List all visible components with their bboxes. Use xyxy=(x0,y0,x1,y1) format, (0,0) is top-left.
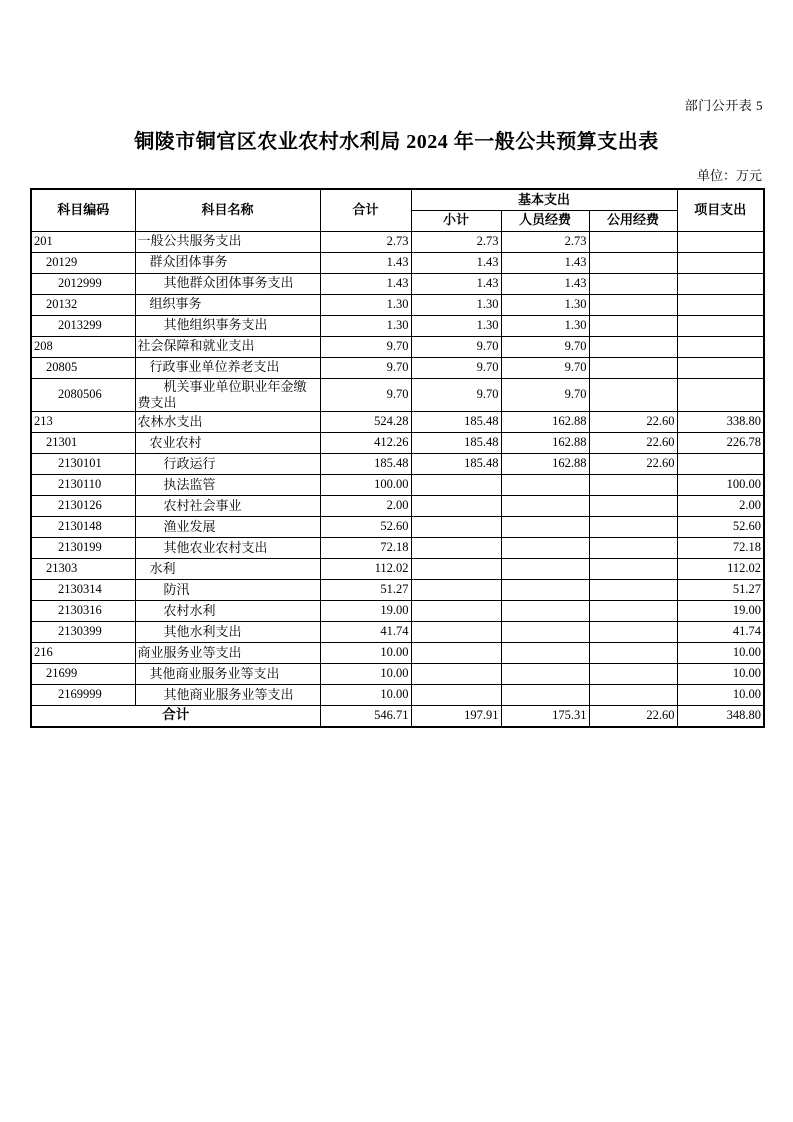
public-cell xyxy=(589,538,677,559)
grand-total-row xyxy=(31,706,764,727)
table-row xyxy=(31,454,764,475)
subtotal-cell xyxy=(411,475,501,496)
project-cell: 226.78 xyxy=(677,433,764,454)
total-cell: 9.70 xyxy=(320,336,411,357)
col-header-code: 科目编码 xyxy=(31,189,135,231)
grand-total-label: 合计 xyxy=(31,706,320,727)
subtotal-cell: 9.70 xyxy=(411,336,501,357)
code-cell: 2130314 xyxy=(31,580,135,601)
personnel-cell xyxy=(501,664,589,685)
code-cell: 2130101 xyxy=(31,454,135,475)
subtotal-cell: 185.48 xyxy=(411,412,501,433)
table-row xyxy=(31,252,764,273)
name-cell: 群众团体事务 xyxy=(135,252,320,273)
table-row xyxy=(31,336,764,357)
personnel-cell: 162.88 xyxy=(501,412,589,433)
name-cell: 农业农村 xyxy=(135,433,320,454)
code-cell: 21303 xyxy=(31,559,135,580)
table-row xyxy=(31,538,764,559)
subtotal-cell xyxy=(411,538,501,559)
code-cell: 2130110 xyxy=(31,475,135,496)
total-cell: 52.60 xyxy=(320,517,411,538)
public-cell xyxy=(589,231,677,252)
name-cell: 其他群众团体事务支出 xyxy=(135,273,320,294)
public-cell xyxy=(589,315,677,336)
project-cell xyxy=(677,454,764,475)
table-row xyxy=(31,315,764,336)
subtotal-cell: 1.43 xyxy=(411,273,501,294)
table-row xyxy=(31,273,764,294)
code-cell: 2130316 xyxy=(31,601,135,622)
name-cell: 商业服务业等支出 xyxy=(135,643,320,664)
code-cell: 2013299 xyxy=(31,315,135,336)
subtotal-cell xyxy=(411,664,501,685)
project-cell xyxy=(677,336,764,357)
grand-total-personnel-cell: 175.31 xyxy=(501,706,589,727)
name-cell: 其他商业服务业等支出 xyxy=(135,685,320,706)
subtotal-cell xyxy=(411,496,501,517)
total-cell: 9.70 xyxy=(320,378,411,412)
personnel-cell: 162.88 xyxy=(501,454,589,475)
public-cell xyxy=(589,664,677,685)
personnel-cell xyxy=(501,517,589,538)
public-cell xyxy=(589,294,677,315)
code-cell: 201 xyxy=(31,231,135,252)
total-cell: 9.70 xyxy=(320,357,411,378)
budget-table xyxy=(30,188,765,728)
code-cell: 2080506 xyxy=(31,378,135,412)
subtotal-cell xyxy=(411,559,501,580)
personnel-cell xyxy=(501,601,589,622)
project-cell: 72.18 xyxy=(677,538,764,559)
public-cell: 22.60 xyxy=(589,412,677,433)
subtotal-cell: 9.70 xyxy=(411,357,501,378)
total-cell: 1.30 xyxy=(320,315,411,336)
total-cell: 1.30 xyxy=(320,294,411,315)
public-cell xyxy=(589,273,677,294)
code-cell: 20805 xyxy=(31,357,135,378)
table-row xyxy=(31,378,764,412)
name-cell: 组织事务 xyxy=(135,294,320,315)
name-cell: 农林水支出 xyxy=(135,412,320,433)
project-cell xyxy=(677,315,764,336)
name-cell: 执法监管 xyxy=(135,475,320,496)
name-cell: 机关事业单位职业年金缴费支出 xyxy=(135,378,320,412)
name-cell: 行政运行 xyxy=(135,454,320,475)
subtotal-cell xyxy=(411,643,501,664)
code-cell: 208 xyxy=(31,336,135,357)
grand-total-project-cell: 348.80 xyxy=(677,706,764,727)
code-cell: 20132 xyxy=(31,294,135,315)
total-cell: 72.18 xyxy=(320,538,411,559)
col-header-name: 科目名称 xyxy=(135,189,320,231)
doc-label: 部门公开表 5 xyxy=(684,98,763,113)
project-cell xyxy=(677,231,764,252)
total-cell: 19.00 xyxy=(320,601,411,622)
project-cell: 10.00 xyxy=(677,664,764,685)
code-cell: 213 xyxy=(31,412,135,433)
code-cell: 2130199 xyxy=(31,538,135,559)
name-cell: 水利 xyxy=(135,559,320,580)
col-header-public: 公用经费 xyxy=(589,210,677,231)
code-cell: 20129 xyxy=(31,252,135,273)
personnel-cell xyxy=(501,496,589,517)
total-cell: 41.74 xyxy=(320,622,411,643)
project-cell: 10.00 xyxy=(677,643,764,664)
total-cell: 1.43 xyxy=(320,273,411,294)
project-cell xyxy=(677,252,764,273)
personnel-cell: 1.43 xyxy=(501,252,589,273)
total-cell: 185.48 xyxy=(320,454,411,475)
unit-note: 单位：万元 xyxy=(696,168,762,183)
personnel-cell xyxy=(501,559,589,580)
total-cell: 524.28 xyxy=(320,412,411,433)
table-row xyxy=(31,496,764,517)
public-cell: 22.60 xyxy=(589,433,677,454)
project-cell xyxy=(677,294,764,315)
grand-total-total-cell: 546.71 xyxy=(320,706,411,727)
grand-total-public-cell: 22.60 xyxy=(589,706,677,727)
personnel-cell: 2.73 xyxy=(501,231,589,252)
project-cell: 10.00 xyxy=(677,685,764,706)
subtotal-cell xyxy=(411,580,501,601)
table-row xyxy=(31,475,764,496)
code-cell: 2012999 xyxy=(31,273,135,294)
subtotal-cell: 185.48 xyxy=(411,454,501,475)
code-cell: 2130148 xyxy=(31,517,135,538)
personnel-cell xyxy=(501,475,589,496)
subtotal-cell xyxy=(411,685,501,706)
personnel-cell: 1.30 xyxy=(501,294,589,315)
public-cell xyxy=(589,357,677,378)
table-row xyxy=(31,294,764,315)
public-cell xyxy=(589,643,677,664)
table-row xyxy=(31,357,764,378)
total-cell: 10.00 xyxy=(320,685,411,706)
personnel-cell: 9.70 xyxy=(501,336,589,357)
personnel-cell xyxy=(501,580,589,601)
grand-total-subtotal-cell: 197.91 xyxy=(411,706,501,727)
public-cell xyxy=(589,559,677,580)
table-row xyxy=(31,433,764,454)
project-cell: 52.60 xyxy=(677,517,764,538)
project-cell xyxy=(677,357,764,378)
personnel-cell: 1.43 xyxy=(501,273,589,294)
name-cell: 其他组织事务支出 xyxy=(135,315,320,336)
name-cell: 其他农业农村支出 xyxy=(135,538,320,559)
public-cell xyxy=(589,496,677,517)
personnel-cell xyxy=(501,685,589,706)
total-cell: 2.00 xyxy=(320,496,411,517)
table-row xyxy=(31,643,764,664)
name-cell: 其他商业服务业等支出 xyxy=(135,664,320,685)
personnel-cell: 162.88 xyxy=(501,433,589,454)
public-cell xyxy=(589,601,677,622)
total-cell: 2.73 xyxy=(320,231,411,252)
project-cell: 19.00 xyxy=(677,601,764,622)
personnel-cell xyxy=(501,538,589,559)
code-cell: 216 xyxy=(31,643,135,664)
subtotal-cell: 1.30 xyxy=(411,294,501,315)
total-cell: 10.00 xyxy=(320,643,411,664)
total-cell: 1.43 xyxy=(320,252,411,273)
project-cell: 338.80 xyxy=(677,412,764,433)
col-header-total: 合计 xyxy=(320,189,411,231)
public-cell xyxy=(589,685,677,706)
personnel-cell xyxy=(501,643,589,664)
public-cell xyxy=(589,336,677,357)
subtotal-cell xyxy=(411,601,501,622)
subtotal-cell: 1.30 xyxy=(411,315,501,336)
project-cell: 2.00 xyxy=(677,496,764,517)
public-cell: 22.60 xyxy=(589,454,677,475)
table-row xyxy=(31,685,764,706)
public-cell xyxy=(589,580,677,601)
name-cell: 农村水利 xyxy=(135,601,320,622)
name-cell: 渔业发展 xyxy=(135,517,320,538)
table-row xyxy=(31,231,764,252)
col-header-project: 项目支出 xyxy=(677,189,764,231)
code-cell: 2130399 xyxy=(31,622,135,643)
public-cell xyxy=(589,252,677,273)
col-header-subtotal: 小计 xyxy=(411,210,501,231)
total-cell: 10.00 xyxy=(320,664,411,685)
personnel-cell xyxy=(501,622,589,643)
table-row xyxy=(31,622,764,643)
subtotal-cell xyxy=(411,517,501,538)
table-row xyxy=(31,601,764,622)
total-cell: 100.00 xyxy=(320,475,411,496)
code-cell: 2169999 xyxy=(31,685,135,706)
public-cell xyxy=(589,378,677,412)
public-cell xyxy=(589,622,677,643)
table-row xyxy=(31,664,764,685)
col-header-personnel: 人员经费 xyxy=(501,210,589,231)
name-cell: 防汛 xyxy=(135,580,320,601)
total-cell: 112.02 xyxy=(320,559,411,580)
project-cell: 41.74 xyxy=(677,622,764,643)
name-cell: 一般公共服务支出 xyxy=(135,231,320,252)
code-cell: 21301 xyxy=(31,433,135,454)
project-cell xyxy=(677,378,764,412)
project-cell: 112.02 xyxy=(677,559,764,580)
table-row xyxy=(31,517,764,538)
personnel-cell: 1.30 xyxy=(501,315,589,336)
table-row xyxy=(31,580,764,601)
subtotal-cell: 9.70 xyxy=(411,378,501,412)
public-cell xyxy=(589,475,677,496)
project-cell xyxy=(677,273,764,294)
name-cell: 农村社会事业 xyxy=(135,496,320,517)
code-cell: 2130126 xyxy=(31,496,135,517)
subtotal-cell xyxy=(411,622,501,643)
table-body xyxy=(31,231,764,727)
col-header-basic-group: 基本支出 xyxy=(411,189,677,210)
name-cell: 其他水利支出 xyxy=(135,622,320,643)
code-cell: 21699 xyxy=(31,664,135,685)
personnel-cell: 9.70 xyxy=(501,357,589,378)
page-title: 铜陵市铜官区农业农村水利局 2024 年一般公共预算支出表 xyxy=(134,131,659,153)
total-cell: 412.26 xyxy=(320,433,411,454)
project-cell: 51.27 xyxy=(677,580,764,601)
public-cell xyxy=(589,517,677,538)
name-cell: 行政事业单位养老支出 xyxy=(135,357,320,378)
project-cell: 100.00 xyxy=(677,475,764,496)
subtotal-cell: 2.73 xyxy=(411,231,501,252)
table-row xyxy=(31,412,764,433)
table-row xyxy=(31,559,764,580)
personnel-cell: 9.70 xyxy=(501,378,589,412)
subtotal-cell: 185.48 xyxy=(411,433,501,454)
name-cell: 社会保障和就业支出 xyxy=(135,336,320,357)
subtotal-cell: 1.43 xyxy=(411,252,501,273)
table-header xyxy=(31,189,764,231)
total-cell: 51.27 xyxy=(320,580,411,601)
